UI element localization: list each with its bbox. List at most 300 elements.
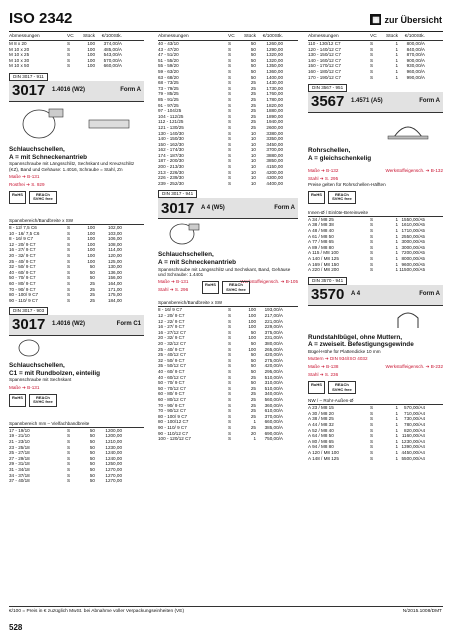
quantity-cell: 50 [89, 450, 95, 456]
quantity-cell: 25 [89, 280, 95, 286]
vc-cell: S [67, 439, 71, 445]
vc-cell: S [228, 41, 232, 46]
table-row [9, 63, 144, 69]
quantity-cell: 25 [250, 80, 256, 86]
vc-cell: S [228, 396, 232, 402]
price-cell: 1260,00 [266, 41, 283, 46]
dimension-cell: 80 - 100/12 C7 [158, 419, 189, 425]
vc-cell: S [67, 455, 71, 461]
range-title: Innen-Ø / Einlöte-Bereinweite [308, 210, 443, 217]
vc-cell: S [228, 346, 232, 352]
price-cell: 5500,00/A4 [401, 455, 425, 461]
quantity-cell: 10 [250, 169, 256, 175]
grid-icon: ▦ [372, 15, 380, 24]
price-table [9, 41, 144, 69]
footer-divider [9, 606, 443, 607]
price-cell: 2550,00/A5 [401, 233, 425, 239]
quantity-cell: 100 [87, 247, 95, 253]
dimension-cell: A 38 / M8 38 [308, 222, 334, 228]
dimension-cell: 73 - 79/25 [158, 85, 179, 91]
product-desc: Preise gelten für Rohrschellen-Hälften [308, 182, 386, 188]
dimension-cell: 29 - 31/18 [9, 461, 30, 467]
quantity-cell: 10 [250, 158, 256, 164]
nuts-link[interactable]: Muttern ➔ DIN 934/ISO 4032 [308, 356, 368, 362]
quantity-cell: 100 [248, 307, 256, 313]
vc-cell: S [67, 41, 71, 46]
price-cell: 375,00/A [264, 329, 283, 335]
dimension-cell: 21 - 23/10 [9, 439, 30, 445]
price-table [9, 225, 144, 303]
price-cell: 3450,00 [266, 141, 283, 147]
price-cell: 1710,00/A5 [401, 227, 425, 233]
quantity-cell: 50 [250, 46, 256, 52]
price-cell: 108,00 [107, 241, 122, 247]
vc-cell: S [370, 52, 374, 58]
quantity-cell: 50 [89, 275, 95, 281]
vc-cell: S [67, 461, 71, 467]
quantity-cell: 50 [89, 461, 95, 467]
quantity-cell: 100 [87, 41, 95, 46]
vc-cell: S [370, 233, 374, 239]
dimension-cell: M 10 x 25 [9, 52, 30, 58]
dimension-cell: 37 - 40/18 [9, 478, 30, 484]
price-table [308, 405, 443, 461]
quantity-cell: 100 [87, 230, 95, 236]
dimension-cell: 200 - 213/30 [158, 164, 184, 170]
footer-note: €/100 = Preis in € zuzüglich MwSt. bei Abnahme voller Verpackungseinheiten (VE) [9, 609, 185, 614]
rohs-badge: RoHS [202, 281, 219, 294]
price-cell: 217,00/A [264, 313, 283, 319]
vc-cell: S [370, 416, 374, 422]
quantity-cell: 50 [250, 329, 256, 335]
rohs-badge: RoHS [308, 381, 325, 394]
price-cell: 870,00/A [406, 52, 425, 58]
price-cell: 900,00/A [406, 57, 425, 63]
dimension-cell: 130 - 150/12 C7 [308, 52, 341, 58]
quantity-cell: 25 [250, 113, 256, 119]
product-drawing [308, 115, 443, 143]
steel-link[interactable]: Stahl ➔ S. 295 [308, 176, 339, 182]
dimensions-link[interactable]: Maße ➔ B-138 [308, 364, 339, 370]
dimension-cell: 104 - 112/25 [158, 113, 184, 119]
quantity-cell: 1 [395, 438, 398, 444]
vc-cell: S [228, 74, 232, 80]
vc-cell: S [67, 247, 71, 253]
quantity-cell: 50 [89, 472, 95, 478]
dimension-cell: 110 - 130/12 C7 [308, 41, 341, 46]
dimension-cell: 8 - 12/ 7,5 C6 [9, 224, 37, 230]
price-cell: 1230,00 [105, 444, 122, 450]
quantity-cell: 1 [395, 222, 398, 228]
steel-link[interactable]: Stahl ➔ S. 296 [158, 287, 189, 293]
din-label: DIN 3570 - 941 [308, 277, 347, 285]
dimension-cell: 239 - 252/30 [158, 180, 184, 186]
vc-cell: S [228, 408, 232, 414]
vc-cell: S [370, 68, 374, 74]
dimension-cell: 19 - 21/10 [9, 433, 30, 439]
price-cell: 420,00/A [264, 352, 283, 358]
price-cell: 780,00/A4 [404, 422, 425, 428]
dimension-cell: A 64 / M8 50 [308, 433, 334, 439]
price-table [9, 428, 144, 484]
dimension-cell: 70 - 90/12 C7 [158, 408, 186, 414]
price-cell: 610,00/A [264, 408, 283, 414]
quantity-cell: 1 [395, 450, 398, 456]
quantity-cell: 50 [89, 427, 95, 433]
vc-cell: S [370, 255, 374, 261]
vc-cell: S [67, 275, 71, 281]
dimension-cell: 25 - 40/ 9 C7 [9, 258, 36, 264]
vc-cell: S [370, 422, 374, 428]
quantity-cell: 1 [395, 244, 398, 250]
price-cell: 710,00/A4 [404, 410, 425, 416]
quantity-cell: 25 [89, 286, 95, 292]
price-cell: 990,00/A [406, 74, 425, 80]
product-title: Rundstahlbügel, ohne Muttern, A = zweiseit. Befestigungsgewinde [308, 333, 414, 349]
din-label: DIN 3567 - 951 [308, 84, 347, 92]
vc-cell: S [67, 258, 71, 264]
quantity-cell: 25 [250, 408, 256, 414]
dimension-cell: A 48 / M8 40 [308, 227, 334, 233]
vc-cell: S [228, 57, 232, 63]
price-cell: 660,00/A [103, 63, 122, 69]
quantity-cell: 50 [89, 467, 95, 473]
price-cell: 960,00/A [406, 68, 425, 74]
dimension-cell: 47 - 51/20 [158, 52, 179, 58]
price-cell: 3000,00/A5 [401, 244, 425, 250]
dimension-cell: 8 - 16/ 9 C7 [9, 236, 34, 242]
vc-cell: S [228, 341, 232, 346]
quantity-cell: 50 [250, 357, 256, 363]
form: Form C1 [116, 321, 141, 328]
column-3 [308, 34, 443, 461]
dimension-cell: 50 - 70/12 C7 [158, 385, 186, 391]
price-cell: 136,00 [107, 269, 122, 275]
vc-cell: S [228, 158, 232, 164]
quantity-cell: 25 [250, 374, 256, 380]
quantity-cell: 50 [89, 269, 95, 275]
material-props-link[interactable]: Werkstoffeigensch. ➔ B-132 [385, 168, 443, 174]
din-label: DIN 3017 - 903 [9, 307, 48, 315]
dimension-cell: M 10 x 50 [9, 63, 30, 69]
dimension-cell: 43 - 47/20 [158, 46, 179, 52]
dimension-cell: 20 - 32/ 9 C7 [158, 335, 185, 341]
vc-cell: S [228, 85, 232, 91]
vc-cell: S [228, 175, 232, 181]
dimension-cell: A 140 / M8 125 [308, 255, 339, 261]
quantity-cell: 10 [250, 130, 256, 136]
price-cell: 840,00/A [406, 46, 425, 52]
product-desc: Spannschraube mit Längsschlitz, Sechskant und Kreuzschlitz (KZ), Band und Gehäuse: 1.4016, Schraube = Stahl, Zn [9, 161, 135, 172]
quantity-cell: 10 [250, 164, 256, 170]
price-cell: 1820,00 [266, 102, 283, 108]
dimension-cell: 85 - 91/25 [158, 96, 179, 102]
price-cell: 1200,00 [105, 433, 122, 439]
quantity-cell: 10 [250, 136, 256, 142]
price-cell: 510,00/A [264, 374, 283, 380]
price-cell: 1320,00 [266, 52, 283, 58]
vc-cell: S [228, 113, 232, 119]
dimension-cell: 60 - 80/ 9 C7 [9, 280, 36, 286]
quantity-cell: 1 [395, 422, 398, 428]
dimension-cell: 140 - 150/30 [158, 136, 184, 142]
dimensions-link[interactable]: Maße ➔ B-131 [9, 173, 40, 179]
quantity-cell: 25 [250, 85, 256, 91]
product-3017-c1 [9, 307, 144, 428]
dimension-cell: 40 - 60/12 C7 [158, 374, 186, 380]
quantity-cell: 100 [87, 63, 95, 69]
price-cell: 106,00 [107, 236, 122, 242]
price-cell: 1360,00 [266, 68, 283, 74]
price-cell: 4200,00 [266, 169, 283, 175]
quantity-cell: 50 [89, 439, 95, 445]
quantity-cell: 50 [250, 68, 256, 74]
dimension-cell: 112 - 121/25 [158, 119, 184, 125]
price-cell: 1270,00 [105, 472, 122, 478]
product-number: 3017 [12, 82, 46, 100]
price-cell: 3880,00 [266, 152, 283, 158]
hose-clamp-drawing [158, 221, 298, 247]
price-cell: 730,00/A4 [404, 416, 425, 422]
vc-cell: S [67, 264, 71, 270]
vc-cell: S [67, 224, 71, 230]
quantity-cell: 50 [250, 57, 256, 63]
dimension-cell: 23 - 25/18 [9, 444, 30, 450]
dimension-cell: 12 - 20/ 9 C7 [158, 313, 185, 319]
quantity-cell: 25 [250, 396, 256, 402]
material: A 4 (W5) [201, 204, 225, 211]
table-row [308, 456, 443, 462]
quantity-cell: 1 [395, 63, 398, 69]
vc-cell: S [67, 241, 71, 247]
price-cell: 164,00 [107, 280, 122, 286]
dimension-cell: 90 - 110/ 9 C7 [9, 297, 38, 303]
page-title: ISO 2342 [9, 10, 73, 27]
dimension-cell: A 23 / M8 15 [308, 405, 334, 411]
vc-cell: S [228, 324, 232, 330]
vc-cell: S [67, 467, 71, 473]
rustfree-link[interactable]: Rostfrei ➔ S. 929 [9, 181, 45, 187]
dimension-cell: 34 - 37/18 [9, 472, 30, 478]
price-cell: 1780,00 [266, 96, 283, 102]
vc-cell: S [370, 438, 374, 444]
form: Form A [274, 204, 295, 211]
vc-cell: S [67, 269, 71, 275]
vc-cell: S [370, 222, 374, 228]
vc-cell: S [370, 455, 374, 461]
product-number: 3567 [311, 93, 345, 111]
quantity-cell: 50 [250, 74, 256, 80]
vc-cell: S [67, 297, 71, 303]
price-cell: 3700,00 [266, 147, 283, 153]
quantity-cell: 25 [89, 292, 95, 298]
price-cell: 275,00/A [264, 357, 283, 363]
dimension-cell: 140 - 160/12 C7 [308, 57, 341, 63]
dimension-cell: 31 - 34/18 [9, 467, 30, 473]
price-cell: 1430,00 [266, 80, 283, 86]
reach-badge: REACh SVHC free [222, 281, 250, 294]
quantity-cell: 100 [87, 258, 95, 264]
quantity-cell: 1 [253, 419, 256, 425]
quantity-cell: 1 [253, 436, 256, 442]
price-cell: 1270,00 [105, 467, 122, 473]
product-3017-a4 [158, 190, 298, 307]
price-cell: 4450,00/A4 [401, 450, 425, 456]
dimension-cell: 25 - 40/ 9 C7 [158, 346, 185, 352]
quantity-cell: 100 [248, 324, 256, 330]
quantity-cell: 1 [395, 255, 398, 261]
price-cell: 2600,00 [266, 124, 283, 130]
reach-badge: REACh SVHC free [29, 191, 57, 204]
dimensions-link[interactable]: Maße ➔ B-131 [9, 384, 40, 390]
price-cell: 1240,00 [105, 455, 122, 461]
dimension-cell: 60 - 80/12 C7 [158, 396, 186, 402]
price-cell: 1760,00 [266, 91, 283, 97]
price-cell: 1210,00 [105, 439, 122, 445]
price-cell: 374,00/A [103, 41, 122, 46]
quantity-cell: 1 [395, 267, 398, 273]
vc-cell: S [228, 63, 232, 69]
vc-cell: S [228, 130, 232, 136]
price-cell: 370,00/A [264, 413, 283, 419]
dimension-cell: 17 - 19/10 [9, 427, 30, 433]
column-2 [158, 34, 298, 442]
vc-cell: S [370, 46, 374, 52]
dimension-cell: A 44 / M8 32 [308, 422, 334, 428]
dimension-cell: 50 - 70/ 9 C7 [158, 380, 185, 386]
steel-link[interactable]: Stahl ➔ S. 236 [308, 372, 339, 378]
dimension-cell: 226 - 239/30 [158, 175, 184, 181]
dimension-cell: 162 - 174/30 [158, 147, 184, 153]
quantity-cell: 1 [395, 41, 398, 46]
price-cell: 570,00/A4 [404, 405, 425, 411]
price-cell: 231,00/A [264, 335, 283, 341]
price-cell: 11500,00/A5 [399, 267, 425, 273]
dimension-cell: A 220 / M8 200 [308, 267, 339, 273]
price-cell: 1880,00 [266, 108, 283, 114]
range-title: Spannbereich/Bandbreite x SW [158, 300, 298, 307]
vc-cell: S [228, 141, 232, 147]
quantity-cell: 50 [250, 52, 256, 58]
price-cell: 125,00 [107, 258, 122, 264]
table-row [158, 436, 298, 442]
material-props-link[interactable]: Werkstoffeigensch. ➔ B-232 [385, 364, 443, 370]
column-1 [9, 34, 144, 484]
vc-cell: S [370, 244, 374, 250]
dimension-cell: 150 - 162/30 [158, 141, 184, 147]
reach-badge: REACh SVHC free [328, 191, 356, 204]
price-cell: 1230,00/A4 [401, 438, 425, 444]
vc-cell: S [228, 430, 232, 436]
product-desc: Bügel-Höhe für Plattendicke 10 mm [308, 348, 381, 354]
vc-cell: S [370, 74, 374, 80]
price-cell: 1200,00 [105, 427, 122, 433]
vc-cell: S [67, 236, 71, 242]
vc-cell: S [228, 152, 232, 158]
vc-cell: S [228, 402, 232, 408]
overview-link[interactable] [370, 14, 442, 25]
price-cell: 1160,00/A4 [401, 433, 425, 439]
price-cell: 1390,00/A4 [401, 444, 425, 450]
table-row [308, 267, 443, 273]
table-header: Abmessungen VC Stück €/100Stk. [308, 34, 443, 41]
vc-cell: S [228, 91, 232, 97]
dimensions-link[interactable]: Maße ➔ B-131 [158, 279, 189, 285]
vc-cell: S [228, 352, 232, 358]
dimensions-link[interactable]: Maße ➔ B-132 [308, 168, 339, 174]
vc-cell: S [228, 52, 232, 58]
dimension-cell: 187 - 200/30 [158, 158, 184, 164]
price-cell: 800,00/A [406, 41, 425, 46]
product-3017-a [9, 73, 144, 225]
quantity-cell: 100 [87, 46, 95, 52]
din-label: DIN 3017 - 941 [158, 190, 197, 198]
dimension-cell: 16 - 27/12 C7 [158, 329, 186, 335]
dimension-cell: 120 - 140/12 C7 [308, 46, 341, 52]
page-number: 528 [9, 623, 23, 632]
vc-cell: S [370, 239, 374, 245]
range-title: NW / – Rohr-Außen-Ø [308, 398, 443, 405]
material: 1.4016 (W2) [52, 87, 86, 94]
dimension-cell: 25 - 27/18 [9, 450, 30, 456]
vc-cell: S [67, 427, 71, 433]
quantity-cell: 10 [250, 147, 256, 153]
dimension-cell: A 38 / M8 25 [308, 416, 334, 422]
product-title: Schlauchschellen, C1 = mit Rundbolzen, einteilig [9, 362, 101, 377]
vc-cell: S [67, 444, 71, 450]
price-cell: 114,00 [108, 247, 122, 253]
price-cell: 221,00/A [264, 318, 283, 324]
vc-cell: S [228, 119, 232, 125]
quantity-cell: 100 [248, 318, 256, 324]
quantity-cell: 100 [248, 335, 256, 341]
dimension-cell: 51 - 55/20 [158, 57, 179, 63]
product-3570 [308, 277, 443, 406]
price-cell: 560,00/A [264, 396, 283, 402]
dimension-cell: 90 - 110/12 C7 [158, 430, 189, 436]
material-props-link[interactable]: Werkstoffeigensch. ➔ B-105 [240, 279, 298, 285]
price-cell: 543,00/A [103, 52, 122, 58]
dimension-cell: A 61 / M8 50 [308, 233, 334, 239]
quantity-cell: 25 [250, 424, 256, 430]
product-desc: Spannschraube mit Längsschlitz und Sechskant, Band, Gehäuse und Schraube: 1.4401 [158, 266, 291, 278]
hose-clamp-drawing [9, 104, 144, 142]
vc-cell: S [228, 380, 232, 386]
price-cell: 820,00/A4 [404, 427, 425, 433]
dimension-cell: 160 - 180/12 C7 [308, 68, 341, 74]
dimension-cell: 150 - 170/12 C7 [308, 63, 341, 69]
vc-cell: S [228, 385, 232, 391]
dimension-cell: 70 - 90/ 9 C7 [158, 402, 185, 408]
quantity-cell: 1 [395, 46, 398, 52]
vc-cell: S [228, 169, 232, 175]
price-cell: 156,00 [107, 275, 122, 281]
price-cell: 1320,00 [266, 57, 283, 63]
dimension-cell: M 10 x 30 [9, 57, 30, 63]
vc-cell: S [228, 307, 232, 313]
quantity-cell: 10 [250, 180, 256, 186]
vc-cell: S [370, 250, 374, 256]
quantity-cell: 50 [250, 41, 256, 46]
vc-cell: S [370, 427, 374, 433]
vc-cell: S [67, 57, 71, 63]
vc-cell: S [228, 368, 232, 374]
price-table [158, 307, 298, 441]
vc-cell: S [370, 227, 374, 233]
vc-cell: S [228, 413, 232, 419]
quantity-cell: 1 [395, 433, 398, 439]
dimension-cell: 40 - 60/ 9 C7 [9, 269, 36, 275]
